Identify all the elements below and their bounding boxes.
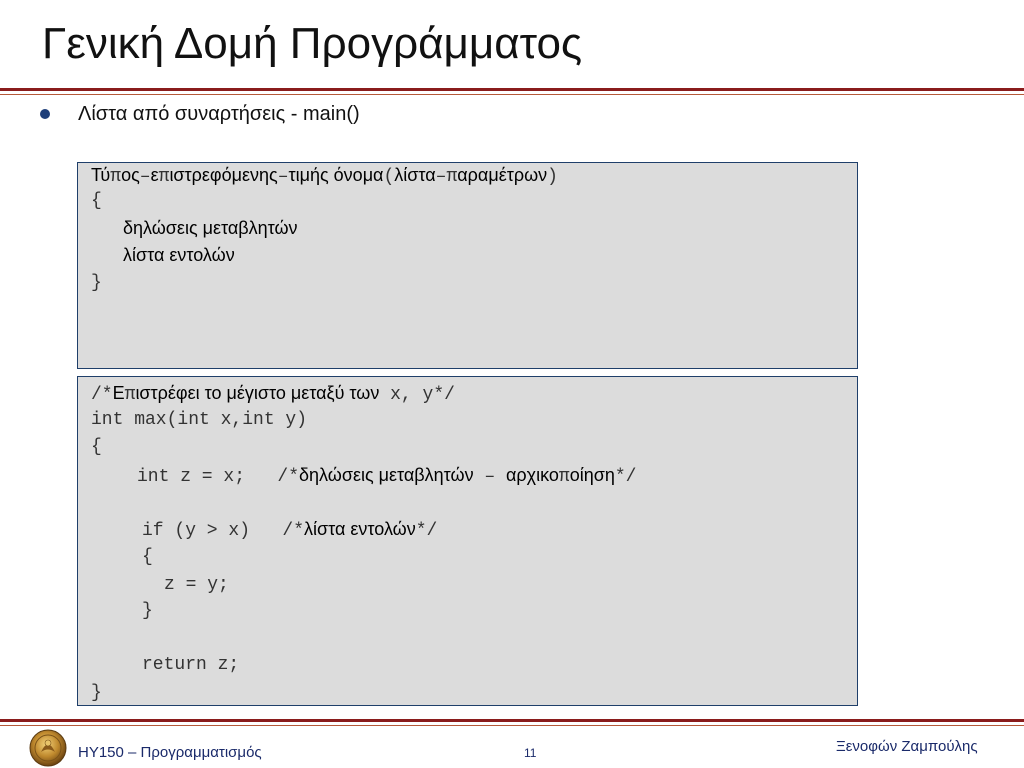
- code-token: ε: [150, 165, 159, 185]
- code-box-example: [77, 376, 858, 706]
- code-token: int z = x; /*: [137, 467, 300, 487]
- code-line-close-brace: }: [91, 683, 102, 703]
- code-token: if (y > x) /*: [142, 521, 305, 541]
- bullet-dot-icon: [40, 109, 50, 119]
- code-token: ): [547, 167, 558, 187]
- top-divider-thin: [0, 94, 1024, 95]
- code-token: –π: [435, 167, 458, 187]
- code-token: λίστα: [394, 165, 436, 185]
- code-token: αραμέτρων: [457, 165, 548, 185]
- code-token: Τύ: [91, 165, 111, 185]
- code-line-return: return z;: [142, 655, 240, 675]
- code-token: */: [614, 467, 637, 487]
- code-line-signature: [91, 163, 558, 189]
- code-line-statements: λίστα εντολών: [123, 245, 235, 265]
- code-token: ιστρέφει το μέγιστο μεταξύ των: [135, 383, 380, 403]
- code-box-structure: [77, 162, 858, 369]
- university-seal-icon: [28, 729, 68, 767]
- code-line-open-brace-inner: {: [142, 547, 153, 567]
- code-line-close-brace: }: [91, 273, 102, 293]
- code-token: δηλώσεις μεταβλητών: [299, 465, 474, 485]
- code-token: –: [473, 467, 506, 487]
- code-line-signature: int max(int x,int y): [91, 410, 308, 430]
- code-token: –: [139, 167, 151, 187]
- footer-page-number: 11: [524, 746, 537, 760]
- code-token: οίηση: [569, 465, 615, 485]
- top-divider: [0, 88, 1024, 91]
- code-line-assign: z = y;: [164, 575, 229, 595]
- code-line-close-brace-inner: }: [142, 601, 153, 621]
- footer-author: Ξενοφών Ζαμπούλης: [836, 738, 978, 755]
- bullet-text: Λίστα από συναρτήσεις - main(): [78, 102, 360, 125]
- code-token: ος: [121, 165, 140, 185]
- code-token: π: [110, 167, 122, 187]
- code-token: (: [383, 167, 395, 187]
- code-line-open-brace: {: [91, 191, 102, 211]
- code-line-declaration: [137, 463, 636, 489]
- code-line-declarations: δηλώσεις μεταβλητών: [123, 218, 298, 238]
- code-token: π: [558, 467, 570, 487]
- bottom-divider: [0, 719, 1024, 722]
- code-token: π: [124, 385, 136, 405]
- code-line-open-brace: {: [91, 437, 102, 457]
- code-token: λίστα εντολών: [304, 519, 416, 539]
- code-token: π: [158, 167, 170, 187]
- code-token: αρχικο: [506, 465, 559, 485]
- code-token: */: [415, 521, 438, 541]
- bottom-divider-thin: [0, 725, 1024, 726]
- slide-title: Γενική Δομή Προγράμματος: [42, 19, 583, 68]
- code-line-comment: [91, 381, 455, 407]
- code-token: Ε: [112, 383, 125, 403]
- code-token: ιστρεφόμενης: [169, 165, 278, 185]
- code-token: x, y*/: [379, 385, 455, 405]
- bullet-item: [40, 101, 360, 127]
- footer-course: ΗΥ150 – Προγραμματισμός: [78, 744, 262, 761]
- code-token: /*: [91, 385, 113, 405]
- code-line-if: [142, 517, 437, 543]
- code-token: τιμής όνομα: [288, 165, 384, 185]
- code-token: –: [277, 167, 289, 187]
